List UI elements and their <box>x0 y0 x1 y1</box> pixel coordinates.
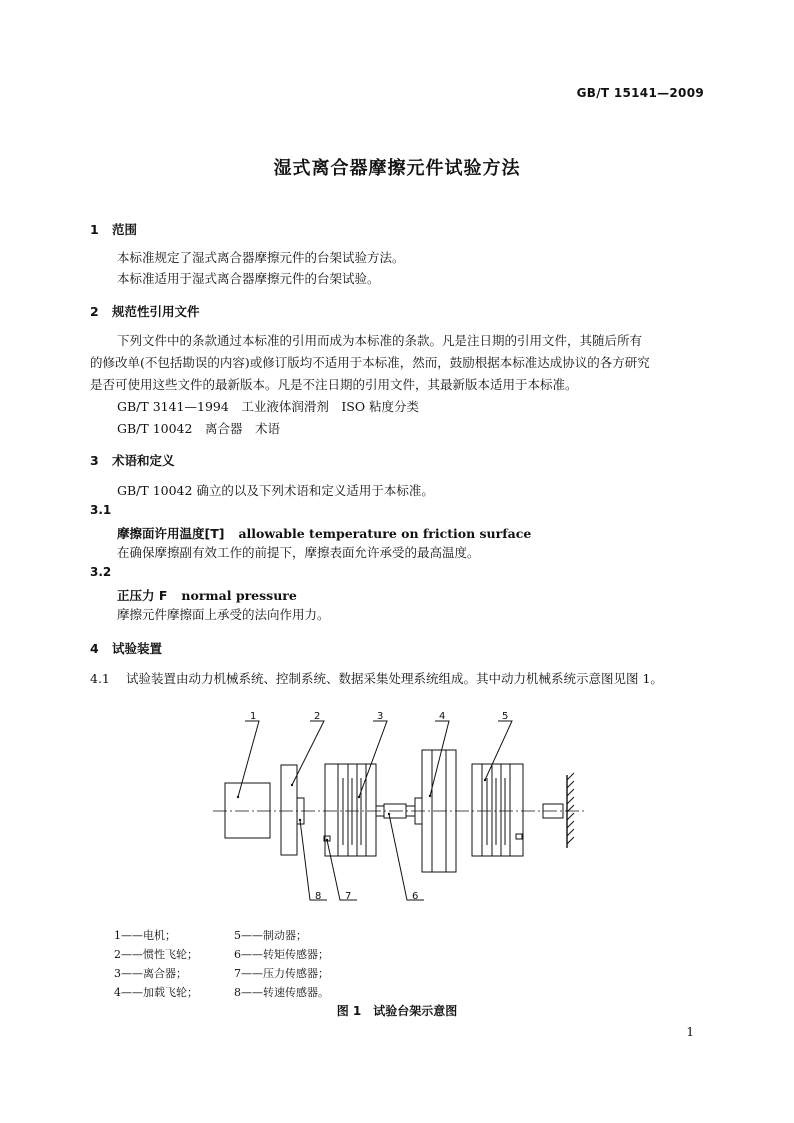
callout-7: 7 <box>345 891 352 902</box>
section-title: 范围 <box>112 222 138 237</box>
subclause-number: 4.1 <box>90 671 110 686</box>
section-number: 3 <box>90 453 99 468</box>
term-definition: 在确保摩擦副有效工作的前提下，摩擦表面允许承受的最高温度。 <box>117 545 480 560</box>
reference-item: GB/T 10042 离合器 术语 <box>117 421 280 436</box>
legend-item: 6——转矩传感器； <box>234 948 329 961</box>
document-title: 湿式离合器摩擦元件试验方法 <box>273 158 521 179</box>
paragraph-line: 的修改单(不包括勘误的内容)或修订版均不适用于本标准，然而，鼓励根据本标准达成协议的各方研究 <box>90 355 650 370</box>
section-title: 术语和定义 <box>112 453 175 468</box>
legend-item: 5——制动器； <box>234 929 307 942</box>
term-cn: 正压力 F <box>117 588 168 603</box>
page-number: 1 <box>686 1025 694 1039</box>
paragraph-line: 是否可使用这些文件的最新版本。凡是不注日期的引用文件，其最新版本适用于本标准。 <box>90 377 578 392</box>
subclause-number: 3.2 <box>90 565 112 579</box>
term-en: allowable temperature on friction surface <box>238 526 532 541</box>
term-en: normal pressure <box>181 588 297 603</box>
paragraph-line: 本标准适用于湿式离合器摩擦元件的台架试验。 <box>117 271 380 286</box>
subclause-number: 3.1 <box>90 503 112 517</box>
callout-6: 6 <box>412 891 419 902</box>
callout-5: 5 <box>502 711 509 722</box>
legend-item: 8——转速传感器。 <box>234 986 329 999</box>
paragraph-line: 试验装置由动力机械系统、控制系统、数据采集处理系统组成。其中动力机械系统示意图见图 1。 <box>126 671 663 686</box>
section-number: 2 <box>90 304 99 319</box>
term-cn: 摩擦面许用温度[T] <box>117 526 225 541</box>
legend-item: 2——惯性飞轮； <box>114 948 198 961</box>
legend-item: 3——离合器； <box>114 967 187 980</box>
callout-3: 3 <box>377 711 384 722</box>
callout-1: 1 <box>250 711 257 722</box>
section-title: 规范性引用文件 <box>112 304 200 319</box>
legend-item: 1——电机； <box>114 929 176 942</box>
term-definition: 摩擦元件摩擦面上承受的法向作用力。 <box>117 607 330 622</box>
paragraph-line: 本标准规定了湿式离合器摩擦元件的台架试验方法。 <box>117 250 405 265</box>
legend-item: 4——加载飞轮； <box>114 986 198 999</box>
figure-caption: 图 1 试验台架示意图 <box>336 1004 458 1018</box>
standard-number: GB/T 15141—2009 <box>576 86 704 100</box>
legend-item: 7——压力传感器； <box>234 967 329 980</box>
callout-4: 4 <box>439 711 446 722</box>
callout-2: 2 <box>314 711 321 722</box>
section-number: 4 <box>90 641 99 656</box>
section-number: 1 <box>90 222 99 237</box>
paragraph-line: 下列文件中的条款通过本标准的引用而成为本标准的条款。凡是注日期的引用文件，其随后所有 <box>117 333 643 348</box>
paragraph-line: GB/T 10042 确立的以及下列术语和定义适用于本标准。 <box>117 483 434 498</box>
callout-8: 8 <box>315 891 322 902</box>
section-title: 试验装置 <box>112 641 163 656</box>
reference-item: GB/T 3141—1994 工业液体润滑剂 ISO 粘度分类 <box>117 399 420 414</box>
